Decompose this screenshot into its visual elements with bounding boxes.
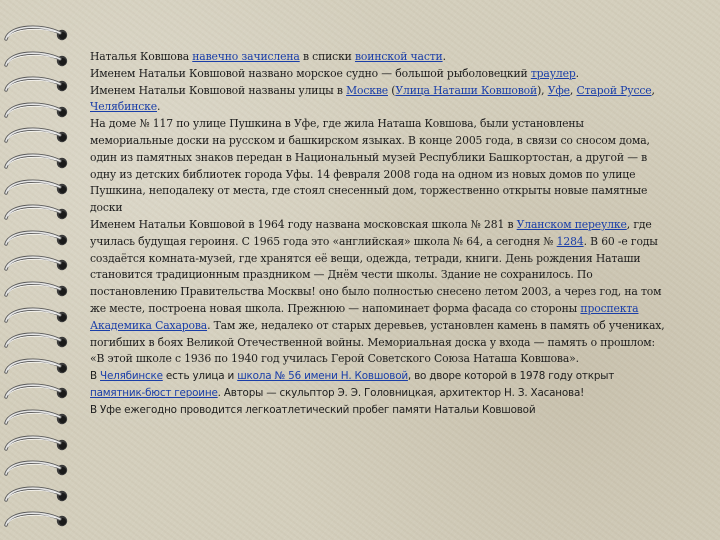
- paragraph-text: В: [90, 370, 101, 383]
- spiral-ring-icon: [2, 355, 68, 379]
- document-body: [90, 49, 670, 419]
- hyperlink[interactable]: 1284: [556, 234, 584, 248]
- paragraph: [90, 66, 670, 83]
- paragraph-text: . В 60 -е годы создаётся комната-музей, где хранятся её вещи, одежда, тетради, книги. День рождения Наташи становится традиционным праздником — Днём чести школы. Здание не сохранилось. По постановлению Правительства Москвы! оно было полностью снесено летом 2003, а через год, на том же месте, построена новая школа. Прежнюю — напоминает форма фасада со стороны: [90, 234, 662, 315]
- hyperlink[interactable]: Челябинске: [100, 370, 163, 383]
- paragraph-text: Именем Натальи Ковшовой названы улицы в: [90, 83, 347, 97]
- hyperlink[interactable]: Челябинске: [90, 100, 157, 114]
- hyperlink[interactable]: воинской части: [355, 50, 443, 63]
- paragraph-text: , во дворе которой в 1978 году открыт: [407, 370, 615, 383]
- hyperlink[interactable]: траулер: [530, 66, 576, 80]
- spiral-ring-icon: [2, 99, 68, 123]
- hyperlink[interactable]: проспекта Академика Сахарова: [90, 301, 639, 332]
- spiral-ring-icon: [2, 432, 68, 456]
- hyperlink[interactable]: Уфе: [547, 83, 570, 97]
- spiral-ring-icon: [2, 406, 68, 430]
- paragraph-text: есть улица и: [162, 370, 238, 383]
- paragraph-text: .: [442, 50, 446, 63]
- paragraph-text: ),: [537, 83, 548, 97]
- paragraph: [90, 402, 670, 419]
- spiral-ring-icon: [2, 252, 68, 276]
- paragraph: [90, 368, 670, 402]
- hyperlink[interactable]: навечно зачислена: [192, 50, 300, 63]
- paragraph-text: На доме № 117 по улице Пушкина в Уфе, где жила Наташа Ковшова, были установлены мемориальные доски на русском и башкирском языках. В конце 2005 года, в связи со сносом дома, один из памятных знаков передан в Национальный музей Республики Башкортостан, а другой — в одну из детских библиотек города Уфы. 14 февраля 2008 года на одном из новых домов по улице Пушкина, неподалеку от места, где стоял снесенный дом, торжественно открыты новые памятные доски: [90, 117, 650, 215]
- spiral-ring-icon: [2, 508, 68, 532]
- spiral-ring-icon: [2, 483, 68, 507]
- hyperlink[interactable]: Москве: [346, 83, 388, 97]
- hyperlink[interactable]: Улица Наташи Ковшовой: [395, 83, 538, 97]
- paragraph-text: Наталья Ковшова: [90, 50, 193, 63]
- spiral-ring-icon: [2, 73, 68, 97]
- spiral-ring-icon: [2, 201, 68, 225]
- spiral-ring-icon: [2, 150, 68, 174]
- spiral-ring-icon: [2, 304, 68, 328]
- paragraph-text: (: [388, 83, 396, 97]
- spiral-binding: [0, 0, 72, 540]
- spiral-ring-icon: [2, 124, 68, 148]
- paragraph-text: ,: [651, 83, 655, 97]
- hyperlink[interactable]: памятник-бюст героине: [90, 386, 218, 399]
- paragraph: [90, 217, 670, 368]
- paragraph-text: в списки: [299, 50, 355, 63]
- spiral-ring-icon: [2, 278, 68, 302]
- hyperlink[interactable]: школа № 56 имени Н. Ковшовой: [237, 370, 408, 383]
- spiral-ring-icon: [2, 457, 68, 481]
- paragraph-text: Именем Натальи Ковшовой в 1964 году названа московская школа № 281 в: [90, 217, 517, 231]
- spiral-ring-icon: [2, 329, 68, 353]
- paragraph-text: . Там же, недалеко от старых деревьев, установлен камень в память об учениках, погибших в боях Великой Отечественной войны. Мемориальная доска у входа — память о прошлом: «В этой школе с 1936 по 1940 год училась Герой Советского Союза Наташа Ковшова».: [90, 318, 665, 366]
- spiral-ring-icon: [2, 380, 68, 404]
- paragraph: [90, 83, 670, 117]
- paragraph-text: Именем Натальи Ковшовой названо морское судно — большой рыболовецкий: [90, 66, 531, 80]
- paragraph-text: . Авторы — скульптор Э. Э. Головницкая, архитектор Н. З. Хасанова!: [217, 386, 585, 399]
- spiral-ring-icon: [2, 176, 68, 200]
- paragraph-text: .: [156, 100, 161, 114]
- paragraph-text: , где училась будущая героиня. С 1965 года это «английская» школа № 64, а сегодня №: [90, 217, 652, 248]
- paragraph-text: .: [575, 66, 579, 80]
- spiral-ring-icon: [2, 227, 68, 251]
- hyperlink[interactable]: Уланском переулке: [516, 217, 627, 231]
- spiral-ring-icon: [2, 22, 68, 46]
- hyperlink[interactable]: Старой Руссе: [576, 83, 652, 97]
- spiral-ring-icon: [2, 48, 68, 72]
- paragraph-text: ,: [569, 83, 577, 97]
- paragraph: [90, 116, 670, 217]
- paragraph: [90, 49, 670, 66]
- paragraph-text: В Уфе ежегодно проводится легкоатлетический пробег памяти Натальи Ковшовой: [90, 403, 536, 416]
